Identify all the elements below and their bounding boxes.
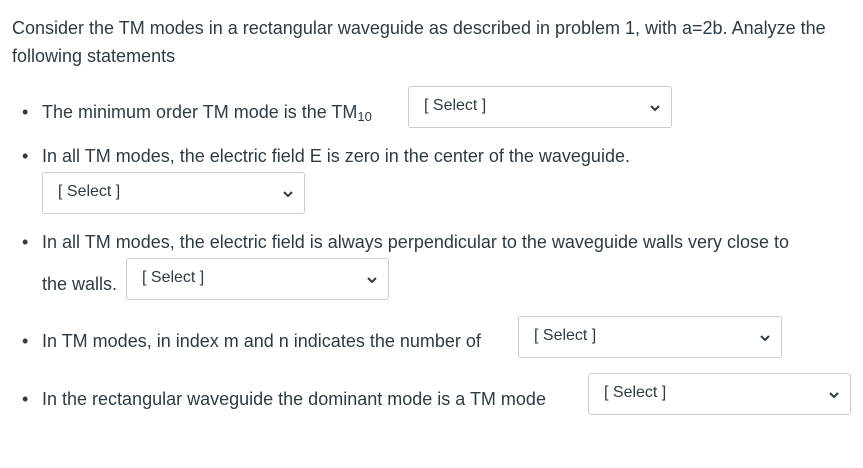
- statement-2-text: In all TM modes, the electric field E is zero in the center of the waveguide.: [42, 146, 630, 166]
- statement-1-dropdown[interactable]: [408, 86, 672, 128]
- chevron-down-icon: [759, 332, 771, 344]
- dropdown-label: [ Select ]: [534, 327, 597, 344]
- statement-5-text: In the rectangular waveguide the dominant mode is a TM mode: [42, 389, 546, 409]
- dropdown-label: [ Select ]: [142, 269, 205, 286]
- statement-2-dropdown[interactable]: [42, 172, 305, 214]
- statement-4-dropdown[interactable]: [518, 316, 782, 358]
- statement-3-text-line2: the walls.: [42, 274, 118, 294]
- chevron-down-icon: [649, 102, 661, 114]
- statement-3-text-line1: In all TM modes, the electric field is always perpendicular to the waveguide walls very close to: [42, 232, 790, 252]
- statement-3-dropdown[interactable]: [126, 258, 389, 300]
- bullet: •: [22, 389, 29, 409]
- bullet: •: [22, 102, 29, 122]
- dropdown-label: [ Select ]: [58, 183, 121, 200]
- question-intro: Consider the TM modes in a rectangular waveguide as described in problem 1, with a=2b. Analyze the following statements: [12, 18, 826, 66]
- chevron-down-icon: [366, 274, 378, 286]
- statement-1-text: The minimum order TM mode is the TM: [42, 102, 358, 122]
- statement-1-subscript: 10: [357, 109, 372, 124]
- bullet: •: [22, 146, 29, 166]
- dropdown-label: [ Select ]: [604, 384, 667, 401]
- bullet: •: [22, 232, 29, 252]
- statement-5-dropdown[interactable]: [588, 373, 851, 415]
- statement-4-text: In TM modes, in index m and n indicates the number of: [42, 331, 481, 351]
- bullet: •: [22, 331, 29, 351]
- dropdown-label: [ Select ]: [424, 97, 487, 114]
- chevron-down-icon: [828, 389, 840, 401]
- chevron-down-icon: [282, 188, 294, 200]
